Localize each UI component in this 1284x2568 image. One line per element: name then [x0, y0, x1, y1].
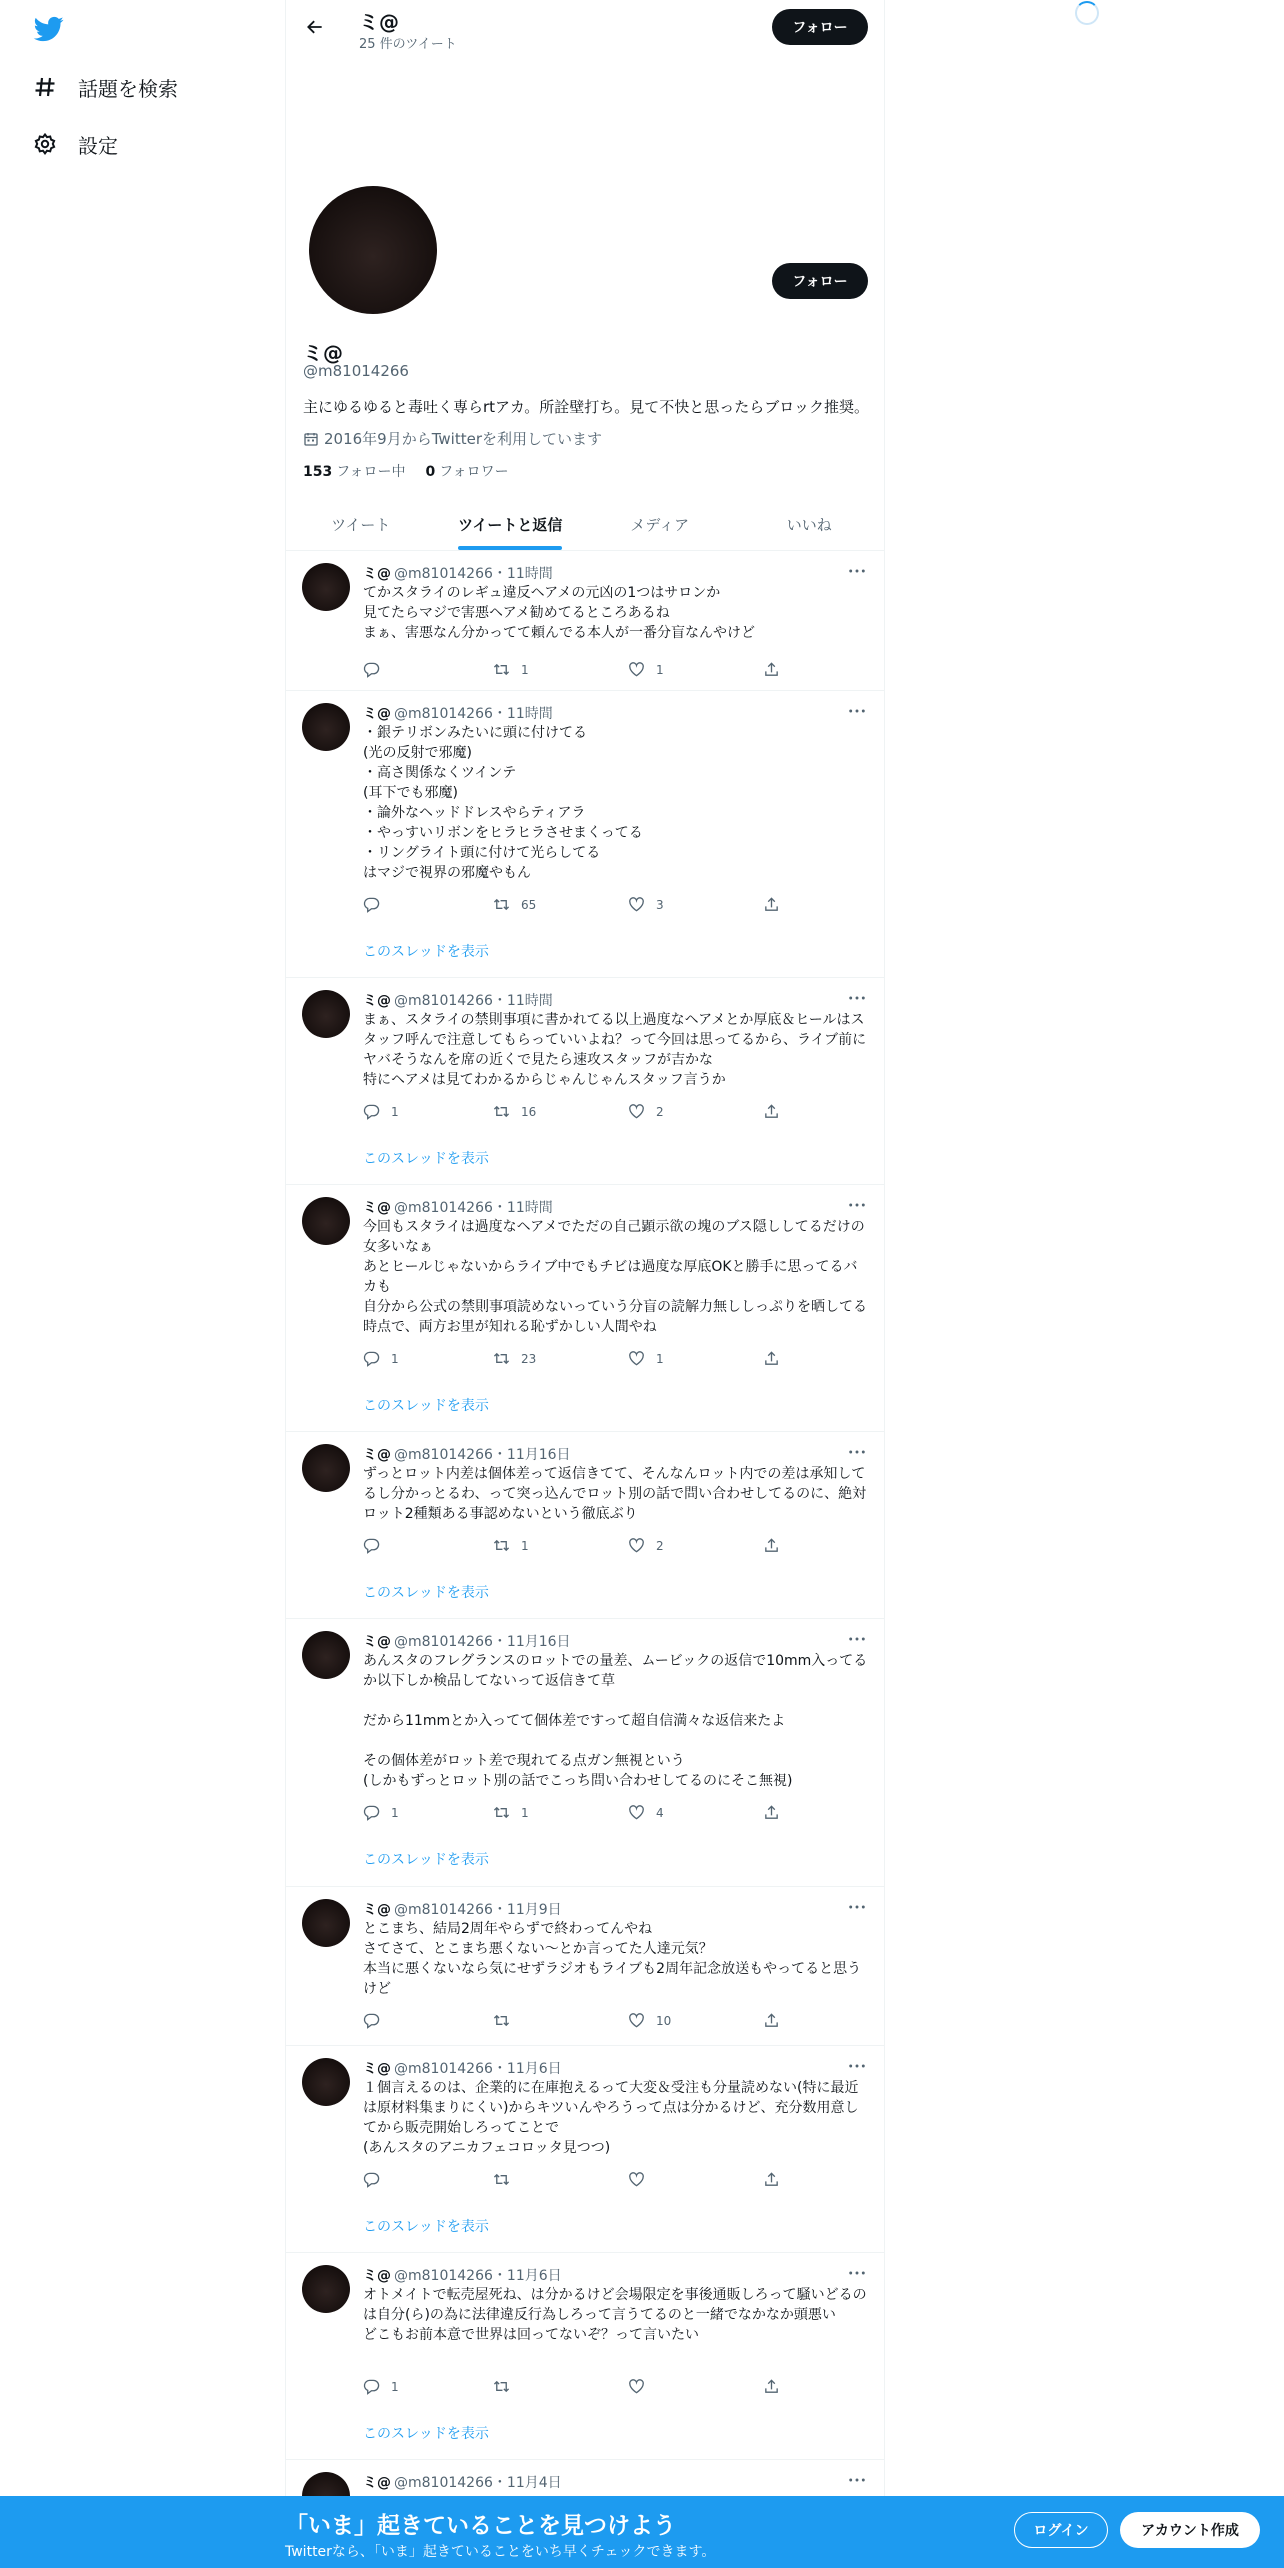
retweet-icon	[493, 1350, 511, 1368]
retweet-button[interactable]	[493, 1537, 628, 1555]
tweet-actions	[363, 2171, 803, 2189]
like-count: 2	[656, 1539, 664, 1553]
tweet-avatar[interactable]	[302, 1197, 350, 1245]
share-button[interactable]	[763, 1537, 803, 1555]
tab-tweets[interactable]: ツイート	[331, 515, 391, 534]
more-options-icon[interactable]	[846, 2470, 868, 2490]
twitter-logo-icon[interactable]	[32, 14, 66, 44]
tweet-avatar[interactable]	[302, 563, 350, 611]
tweet-author-handle[interactable]: @m81014266	[394, 2475, 493, 2491]
profile-joined	[303, 428, 602, 449]
retweet-icon	[493, 1103, 511, 1121]
back-arrow-icon[interactable]	[300, 12, 330, 42]
show-thread-link[interactable]: このスレッドを表示	[363, 1852, 489, 1868]
retweet-icon	[493, 896, 511, 914]
header-follow-button[interactable]: フォロー	[772, 9, 868, 45]
tweet-author-name[interactable]: ミ@	[363, 1902, 391, 1918]
heart-icon	[628, 661, 646, 679]
tweet-header	[363, 2472, 562, 2492]
tweet-time[interactable]: ・11月16日	[492, 1634, 571, 1650]
tweet-author-handle[interactable]: @m81014266	[394, 1634, 493, 1650]
like-button[interactable]	[628, 2378, 763, 2396]
tab-tweets-and-replies[interactable]: ツイートと返信	[436, 498, 586, 550]
retweet-button[interactable]	[493, 2171, 628, 2189]
share-icon	[763, 2378, 781, 2396]
share-icon	[763, 1537, 781, 1555]
banner-subtitle: Twitterなら、「いま」起きていることをいち早くチェックできます。	[285, 2544, 716, 2560]
tweet-author-handle[interactable]: @m81014266	[394, 1447, 493, 1463]
nav-explore[interactable]	[32, 67, 178, 107]
tweet-author-name[interactable]: ミ@	[363, 566, 391, 582]
tweet-author-name[interactable]: ミ@	[363, 2268, 391, 2284]
reply-icon	[363, 2012, 381, 2030]
retweet-button[interactable]	[493, 2012, 628, 2030]
share-icon	[763, 1350, 781, 1368]
tweet-actions	[363, 1804, 803, 1822]
tweet-header	[363, 703, 553, 723]
share-icon	[763, 1103, 781, 1121]
like-count: 2	[656, 1105, 664, 1119]
profile-avatar[interactable]	[306, 183, 440, 317]
more-options-icon[interactable]	[846, 701, 868, 721]
more-options-icon[interactable]	[846, 1195, 868, 1215]
profile-handle: @m81014266	[303, 362, 409, 380]
profile-bio: 主にゆるゆると毒吐く専らrtアカ。所詮壁打ち。見て不快と思ったらブロック推奨。	[303, 398, 870, 416]
share-button[interactable]	[763, 2378, 803, 2396]
reply-count: 1	[391, 1352, 399, 1366]
tweet-header	[363, 563, 553, 583]
tweet-author-handle[interactable]: @m81014266	[394, 706, 493, 722]
tweet[interactable]	[286, 1619, 884, 1887]
tweet-avatar[interactable]	[302, 703, 350, 751]
more-options-icon[interactable]	[846, 1897, 868, 1917]
calendar-icon	[303, 431, 319, 447]
profile-follow-button[interactable]: フォロー	[772, 263, 868, 299]
reply-button[interactable]	[363, 661, 493, 679]
nav-explore-label: 話題を検索	[78, 76, 178, 101]
share-button[interactable]	[763, 1103, 803, 1121]
share-icon	[763, 2012, 781, 2030]
reply-icon	[363, 2378, 381, 2396]
reply-icon	[363, 1537, 381, 1555]
share-button[interactable]	[763, 2171, 803, 2189]
heart-icon	[628, 1537, 646, 1555]
tweet-author-name[interactable]: ミ@	[363, 993, 391, 1009]
share-icon	[763, 2171, 781, 2189]
tweet-actions	[363, 661, 803, 679]
heart-icon	[628, 2012, 646, 2030]
loading-spinner-icon	[1075, 1, 1099, 25]
retweet-count: 65	[521, 898, 537, 912]
tab-media[interactable]: メディア	[630, 515, 690, 534]
tweet-avatar[interactable]	[302, 1444, 350, 1492]
reply-count: 1	[391, 1105, 399, 1119]
tweet-text: 今回もスタライは過度なヘアメでただの自己顕示欲の塊のブス隠ししてるだけの女多いなぁ あとヒールじゃないからライブ中でもチビは過度な厚底OKと勝手に思ってるバカも 自分から公式の禁則事項読めないっていう分盲の読解力無ししっぷりを晒してる時点で、両方お里が知れる恥ずかしい人間やね	[363, 1219, 867, 1335]
header-tweet-count: 25 件のツイート	[359, 37, 457, 52]
like-button[interactable]	[628, 2171, 763, 2189]
reply-button[interactable]	[363, 1537, 493, 1555]
like-button[interactable]	[628, 1804, 763, 1822]
gear-icon	[32, 131, 58, 157]
heart-icon	[628, 1103, 646, 1121]
tweet-time[interactable]: ・11月9日	[492, 1902, 562, 1918]
reply-icon	[363, 661, 381, 679]
share-icon	[763, 1804, 781, 1822]
heart-icon	[628, 896, 646, 914]
following-label: フォロー中	[336, 464, 406, 480]
retweet-button[interactable]	[493, 1103, 628, 1121]
reply-button[interactable]	[363, 2012, 493, 2030]
heart-icon	[628, 1350, 646, 1368]
tweet-time[interactable]: ・11月16日	[492, 1447, 571, 1463]
reply-button[interactable]	[363, 896, 493, 914]
tweet-author-handle[interactable]: @m81014266	[394, 1902, 493, 1918]
tweet[interactable]	[286, 551, 884, 691]
tweet-avatar[interactable]	[302, 2265, 350, 2313]
header-name: ミ@	[359, 10, 399, 34]
show-thread-link[interactable]: このスレッドを表示	[363, 1398, 489, 1414]
like-count: 4	[656, 1806, 664, 1820]
tweet-author-name[interactable]: ミ@	[363, 1447, 391, 1463]
tweet-time[interactable]: ・11時間	[492, 993, 553, 1009]
profile-header-bar	[286, 0, 884, 54]
tweet-author-name[interactable]: ミ@	[363, 1200, 391, 1216]
more-options-icon[interactable]	[846, 1629, 868, 1649]
share-button[interactable]	[763, 661, 803, 679]
like-button[interactable]	[628, 661, 763, 679]
like-button[interactable]	[628, 896, 763, 914]
tweet-text: オトメイトで転売屋死ね、は分かるけど会場限定を事後通販しろって騒いどるのは自分(ら)の為に法律違反行為しろって言うてるのと一緒でなかなか頭悪い どこもお前本意で世界は回ってないぞ？って言いたい	[363, 2287, 867, 2343]
following-count: 153	[303, 464, 333, 480]
like-count: 3	[656, 898, 664, 912]
signup-button[interactable]: アカウント作成	[1120, 2512, 1260, 2548]
tweet[interactable]	[286, 2046, 884, 2253]
tweet-time[interactable]: ・11月6日	[492, 2268, 562, 2284]
like-button[interactable]	[628, 2012, 763, 2030]
like-button[interactable]	[628, 1103, 763, 1121]
share-button[interactable]	[763, 1350, 803, 1368]
tweet-actions	[363, 1103, 803, 1121]
tweet-header	[363, 1197, 553, 1217]
profile-stats	[303, 461, 529, 481]
followers-label: フォロワー	[439, 464, 509, 480]
tweet[interactable]	[286, 2253, 884, 2460]
main-column	[285, 0, 885, 2568]
like-button[interactable]	[628, 1350, 763, 1368]
more-options-icon[interactable]	[846, 2056, 868, 2076]
profile-name: ミ@	[303, 341, 343, 365]
followers-link[interactable]	[426, 461, 509, 481]
share-icon	[763, 896, 781, 914]
like-count: 1	[656, 663, 664, 677]
like-count: 10	[656, 2014, 672, 2028]
tweet-actions	[363, 1350, 803, 1368]
retweet-icon	[493, 1537, 511, 1555]
reply-icon	[363, 1804, 381, 1822]
reply-icon	[363, 1103, 381, 1121]
login-button[interactable]: ログイン	[1014, 2512, 1108, 2548]
retweet-icon	[493, 661, 511, 679]
retweet-button[interactable]	[493, 1350, 628, 1368]
tweet-text: てかスタライのレギュ違反ヘアメの元凶の1つはサロンか 見てたらマジで害悪ヘアメ勧めてるところあるね まぁ、害悪なん分かってて頼んでる本人が一番分盲なんやけど	[363, 585, 755, 641]
show-thread-link[interactable]: このスレッドを表示	[363, 2219, 489, 2235]
more-options-icon[interactable]	[846, 1442, 868, 1462]
tweet-actions	[363, 1537, 803, 1555]
heart-icon	[628, 1804, 646, 1822]
profile-tabs	[286, 498, 884, 551]
tweet-text: とこまち、結局2周年やらずで終わってんやね さてさて、とこまち悪くない〜とか言ってた人達元気？ 本当に悪くないなら気にせずラジオもライブも2周年記念放送もやってると思うけど	[363, 1921, 862, 1997]
tweet-time[interactable]: ・11月6日	[492, 2061, 562, 2077]
retweet-count: 23	[521, 1352, 537, 1366]
retweet-icon	[493, 2171, 511, 2189]
reply-button[interactable]	[363, 1804, 493, 1822]
share-icon	[763, 661, 781, 679]
more-options-icon[interactable]	[846, 988, 868, 1008]
tweet-header	[363, 1444, 571, 1464]
tab-likes[interactable]: いいね	[786, 515, 832, 534]
banner-title: 「いま」起きていることを見つけよう	[285, 2513, 676, 2539]
retweet-icon	[493, 2378, 511, 2396]
heart-icon	[628, 2171, 646, 2189]
share-button[interactable]	[763, 1804, 803, 1822]
tweet-author-handle[interactable]: @m81014266	[394, 1200, 493, 1216]
retweet-count: 16	[521, 1105, 537, 1119]
tweet-actions	[363, 2378, 803, 2396]
tweet-text: まぁ、スタライの禁則事項に書かれてる以上過度なヘアメとか厚底＆ヒールはスタッフ呼んで注意してもらっていいよね？って今回は思ってるから、ライブ前にヤバそうなんを席の近くで見たら速攻スタッフが吉かな 特にヘアメは見てわかるからじゃんじゃんスタッフ言うか	[363, 1012, 867, 1088]
tweet-time[interactable]: ・11時間	[492, 566, 553, 582]
tweet-header	[363, 990, 553, 1010]
tweet[interactable]	[286, 1887, 884, 2046]
tweet-avatar[interactable]	[302, 2058, 350, 2106]
tweet-author-handle[interactable]: @m81014266	[394, 2061, 493, 2077]
show-thread-link[interactable]: このスレッドを表示	[363, 1585, 489, 1601]
reply-icon	[363, 1350, 381, 1368]
more-options-icon[interactable]	[846, 2263, 868, 2283]
retweet-button[interactable]	[493, 1804, 628, 1822]
retweet-count: 1	[521, 1539, 529, 1553]
like-count: 1	[656, 1352, 664, 1366]
tweet-avatar[interactable]	[302, 990, 350, 1038]
profile-joined-text: 2016年9月からTwitterを利用しています	[324, 430, 602, 448]
tweet-text: あんスタのフレグランスのロットでの量差、ムービックの返信で10mm入ってるか以下しか検品してないって返信きて草 だから11mmとか入ってて個体差ですって超自信満々な返信来たよ その個体差がロット差で現れてる点ガン無視という (しかもずっとロット別の話でこっち問い合わせしてるのにそこ無視)	[363, 1653, 868, 1789]
show-thread-link[interactable]: このスレッドを表示	[363, 1151, 489, 1167]
tweet-author-name[interactable]: ミ@	[363, 2475, 391, 2491]
tweet-text: ずっとロット内差は個体差って返信きてて、そんなんロット内での差は承知してるし分かっとるわ、って突っ込んでロット別の話で問い合わせしてるのに、絶対ロット2種類ある事認めないという徹底ぶり	[363, 1466, 867, 1522]
retweet-button[interactable]	[493, 896, 628, 914]
tweet-actions	[363, 896, 803, 914]
retweet-icon	[493, 1804, 511, 1822]
tweet-text: ・銀テリボンみたいに頭に付けてる (光の反射で邪魔) ・高さ関係なくツインテ (耳下でも邪魔) ・論外なヘッドドレスやらティアラ ・やっすいリボンをヒラヒラさせまくってる ・リングライト頭に付けて光らしてる はマジで視界の邪魔やもん	[363, 725, 643, 881]
reply-icon	[363, 2171, 381, 2189]
nav-settings[interactable]	[32, 124, 118, 164]
nav-settings-label: 設定	[78, 133, 118, 158]
tweet[interactable]	[286, 1185, 884, 1432]
retweet-button[interactable]	[493, 661, 628, 679]
reply-count: 1	[391, 1806, 399, 1820]
share-button[interactable]	[763, 896, 803, 914]
tweet-text: １個言えるのは、企業的に在庫抱えるって大変＆受注も分量読めない(特に最近は原材料集まりにくい)からキツいんやろうって点は分かるけど、充分数用意してから販売開始しろってことで (あんスタのアニカフェコロッタ見つつ)	[363, 2080, 859, 2156]
tweet[interactable]	[286, 691, 884, 978]
tweet-time[interactable]: ・11時間	[492, 706, 553, 722]
reply-button[interactable]	[363, 1350, 493, 1368]
tweet-author-handle[interactable]: @m81014266	[394, 2268, 493, 2284]
tweet-actions	[363, 2012, 803, 2030]
tweet-author-handle[interactable]: @m81014266	[394, 566, 493, 582]
tweet-author-name[interactable]: ミ@	[363, 1634, 391, 1650]
tweet[interactable]	[286, 978, 884, 1185]
tweet-author-name[interactable]: ミ@	[363, 706, 391, 722]
show-thread-link[interactable]: このスレッドを表示	[363, 2426, 489, 2442]
retweet-count: 1	[521, 663, 529, 677]
share-button[interactable]	[763, 2012, 803, 2030]
tweet-header	[363, 2265, 562, 2285]
tweet-header	[363, 2058, 562, 2078]
more-options-icon[interactable]	[846, 561, 868, 581]
tweet-author-name[interactable]: ミ@	[363, 2061, 391, 2077]
tweet-avatar[interactable]	[302, 1631, 350, 1679]
retweet-button[interactable]	[493, 2378, 628, 2396]
tweet-header	[363, 1899, 562, 1919]
reply-button[interactable]	[363, 1103, 493, 1121]
reply-button[interactable]	[363, 2378, 493, 2396]
reply-button[interactable]	[363, 2171, 493, 2189]
retweet-count: 1	[521, 1806, 529, 1820]
show-thread-link[interactable]: このスレッドを表示	[363, 944, 489, 960]
reply-count: 1	[391, 2380, 399, 2394]
hashtag-icon	[32, 74, 58, 100]
following-link[interactable]	[303, 461, 406, 481]
tweet-time[interactable]: ・11月4日	[492, 2475, 562, 2491]
retweet-icon	[493, 2012, 511, 2030]
like-button[interactable]	[628, 1537, 763, 1555]
heart-icon	[628, 2378, 646, 2396]
tweet-avatar[interactable]	[302, 1899, 350, 1947]
followers-count: 0	[425, 464, 436, 480]
tweet[interactable]	[286, 1432, 884, 1619]
tweet-header	[363, 1631, 571, 1651]
signup-banner	[0, 2496, 1284, 2568]
reply-icon	[363, 896, 381, 914]
tweet-author-handle[interactable]: @m81014266	[394, 993, 493, 1009]
tweet-time[interactable]: ・11時間	[492, 1200, 553, 1216]
